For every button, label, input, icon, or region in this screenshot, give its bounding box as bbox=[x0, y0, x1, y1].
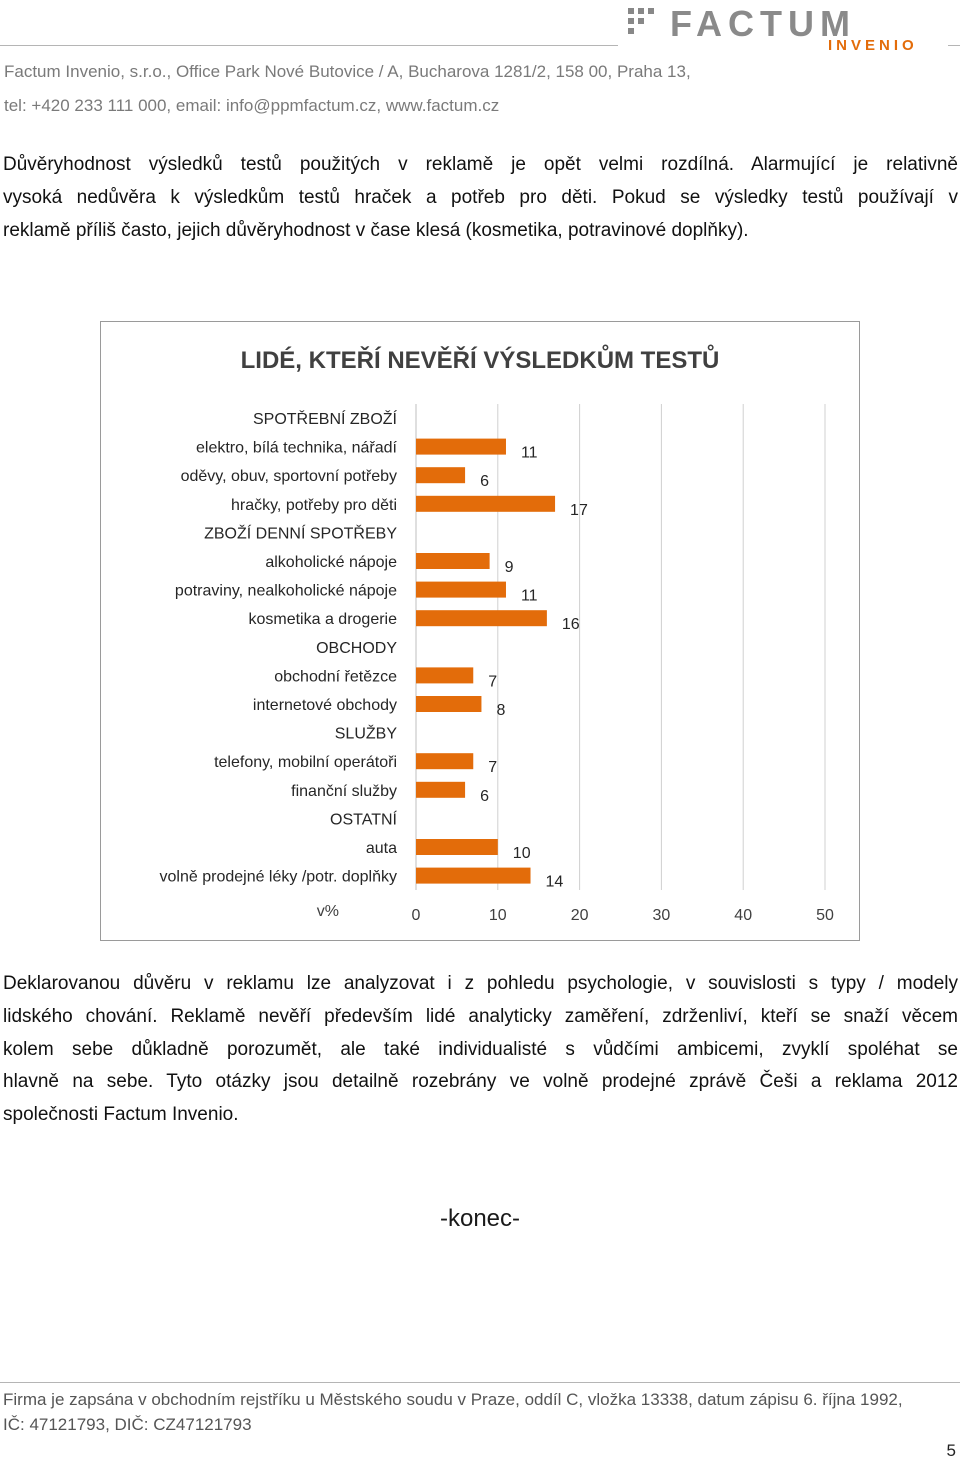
contact-address: Factum Invenio, s.r.o., Office Park Nové Butovice / A, Bucharova 1281/2, 158 00, Praha 13, bbox=[4, 62, 691, 81]
bar bbox=[416, 839, 498, 855]
bar-value-label: 8 bbox=[496, 702, 506, 719]
bar bbox=[416, 868, 531, 884]
body-paragraph bbox=[3, 968, 958, 1132]
category-label: telefony, mobilní operátoři bbox=[214, 754, 397, 772]
bar bbox=[416, 439, 506, 455]
footer-registration: Firma je zapsána v obchodním rejstříku u Městského soudu v Praze, oddíl C, vložka 13338, datum zápisu 6. října 1992, bbox=[3, 1390, 903, 1409]
category-group-label: SLUŽBY bbox=[334, 725, 397, 743]
footer-rule bbox=[0, 1382, 960, 1383]
body-line-1: Deklarovanou důvěru v reklamu lze analyzovat i z pohledu psychologie, v souvislosti s typy / modely bbox=[3, 973, 958, 994]
category-group-label: ZBOŽÍ DENNÍ SPOTŘEBY bbox=[204, 525, 397, 543]
bar-value-label: 10 bbox=[512, 845, 531, 862]
x-tick-label: 10 bbox=[488, 907, 507, 924]
bar-chart bbox=[101, 322, 859, 940]
x-tick-label: 20 bbox=[570, 907, 589, 924]
category-group-label: OBCHODY bbox=[316, 639, 397, 657]
bar-value-label: 6 bbox=[480, 473, 489, 491]
category-label: oděvy, obuv, sportovní potřeby bbox=[180, 468, 397, 486]
category-label: auta bbox=[365, 840, 397, 857]
category-label: elektro, bílá technika, nářadí bbox=[195, 439, 397, 457]
chart-title: LIDÉ, KTEŘÍ NEVĚŘÍ VÝSLEDKŮM TESTŮ bbox=[240, 347, 720, 374]
intro-paragraph bbox=[3, 149, 958, 247]
bar-value-label: 9 bbox=[504, 559, 514, 576]
bar bbox=[416, 610, 547, 626]
bar bbox=[416, 667, 473, 683]
logo-main-text: FACTUM bbox=[670, 3, 856, 44]
bar bbox=[416, 467, 465, 483]
category-label: obchodní řetězce bbox=[274, 668, 397, 686]
category-group-label: SPOTŘEBNÍ ZBOŽÍ bbox=[252, 411, 397, 428]
bar bbox=[416, 496, 555, 512]
bar-value-label: 11 bbox=[520, 444, 538, 462]
body-line-3: kolem sebe důkladně porozumět, ale také individualisté s vůdčími ambicemi, zvyklí spoléhat se bbox=[3, 1038, 958, 1060]
category-label: hračky, potřeby pro děti bbox=[230, 496, 397, 514]
body-line-5: společnosti Factum Invenio. bbox=[3, 1104, 239, 1126]
category-group-label: OSTATNÍ bbox=[330, 811, 397, 829]
x-tick-label: 40 bbox=[734, 907, 753, 924]
factum-invenio-logo bbox=[618, 2, 948, 52]
category-label: alkoholické nápoje bbox=[265, 554, 397, 571]
body-line-2: lidského chování. Reklamě nevěří především lidé analyticky zaměření, zdrženliví, kteří se snaží věcem bbox=[3, 1005, 958, 1027]
chart-frame bbox=[100, 321, 860, 941]
x-tick-label: 30 bbox=[652, 907, 671, 924]
body-line-4: hlavně na sebe. Tyto otázky jsou detailně rozebrány ve volně prodejné zprávě Češi a reklama 2012 bbox=[3, 1071, 958, 1093]
contact-phone-email: tel: +420 233 111 000, email: info@ppmfactum.cz, www.factum.cz bbox=[4, 96, 500, 115]
bar bbox=[416, 782, 465, 798]
closing-mark: -konec- bbox=[439, 1205, 521, 1232]
bar bbox=[416, 753, 473, 769]
bar-value-label: 11 bbox=[520, 587, 538, 605]
x-axis-label: v% bbox=[316, 903, 339, 920]
intro-line-1: Důvěryhodnost výsledků testů použitých v reklamě je opět velmi rozdílná. Alarmující je relativně bbox=[3, 154, 958, 175]
intro-line-3: reklamě příliš často, jejich důvěryhodnost v čase klesá (kosmetika, potravinové doplňky). bbox=[3, 219, 749, 241]
bar-value-label: 16 bbox=[561, 616, 580, 634]
category-label: potraviny, nealkoholické nápoje bbox=[174, 582, 397, 600]
bar-value-label: 7 bbox=[488, 759, 498, 777]
x-tick-label: 50 bbox=[816, 907, 834, 924]
bar bbox=[416, 696, 481, 712]
bar bbox=[416, 553, 490, 569]
category-label: kosmetika a drogerie bbox=[248, 611, 397, 629]
bar bbox=[416, 582, 506, 598]
category-label: internetové obchody bbox=[252, 697, 397, 714]
footer-tax-ids: IČ: 47121793, DIČ: CZ47121793 bbox=[3, 1415, 252, 1434]
category-label: finanční služby bbox=[291, 782, 397, 800]
x-tick-label: 0 bbox=[411, 907, 421, 924]
bar-value-label: 17 bbox=[570, 501, 588, 519]
page-number: 5 bbox=[946, 1441, 956, 1460]
logo-sub-text: INVENIO bbox=[828, 37, 918, 52]
bar-value-label: 6 bbox=[480, 787, 489, 805]
bar-value-label: 14 bbox=[545, 873, 564, 891]
category-label: volně prodejné léky /potr. doplňky bbox=[159, 868, 397, 886]
bar-value-label: 7 bbox=[488, 673, 498, 691]
intro-line-2: vysoká nedůvěra k výsledkům testů hraček a potřeb pro děti. Pokud se výsledky testů používají v bbox=[3, 186, 958, 208]
